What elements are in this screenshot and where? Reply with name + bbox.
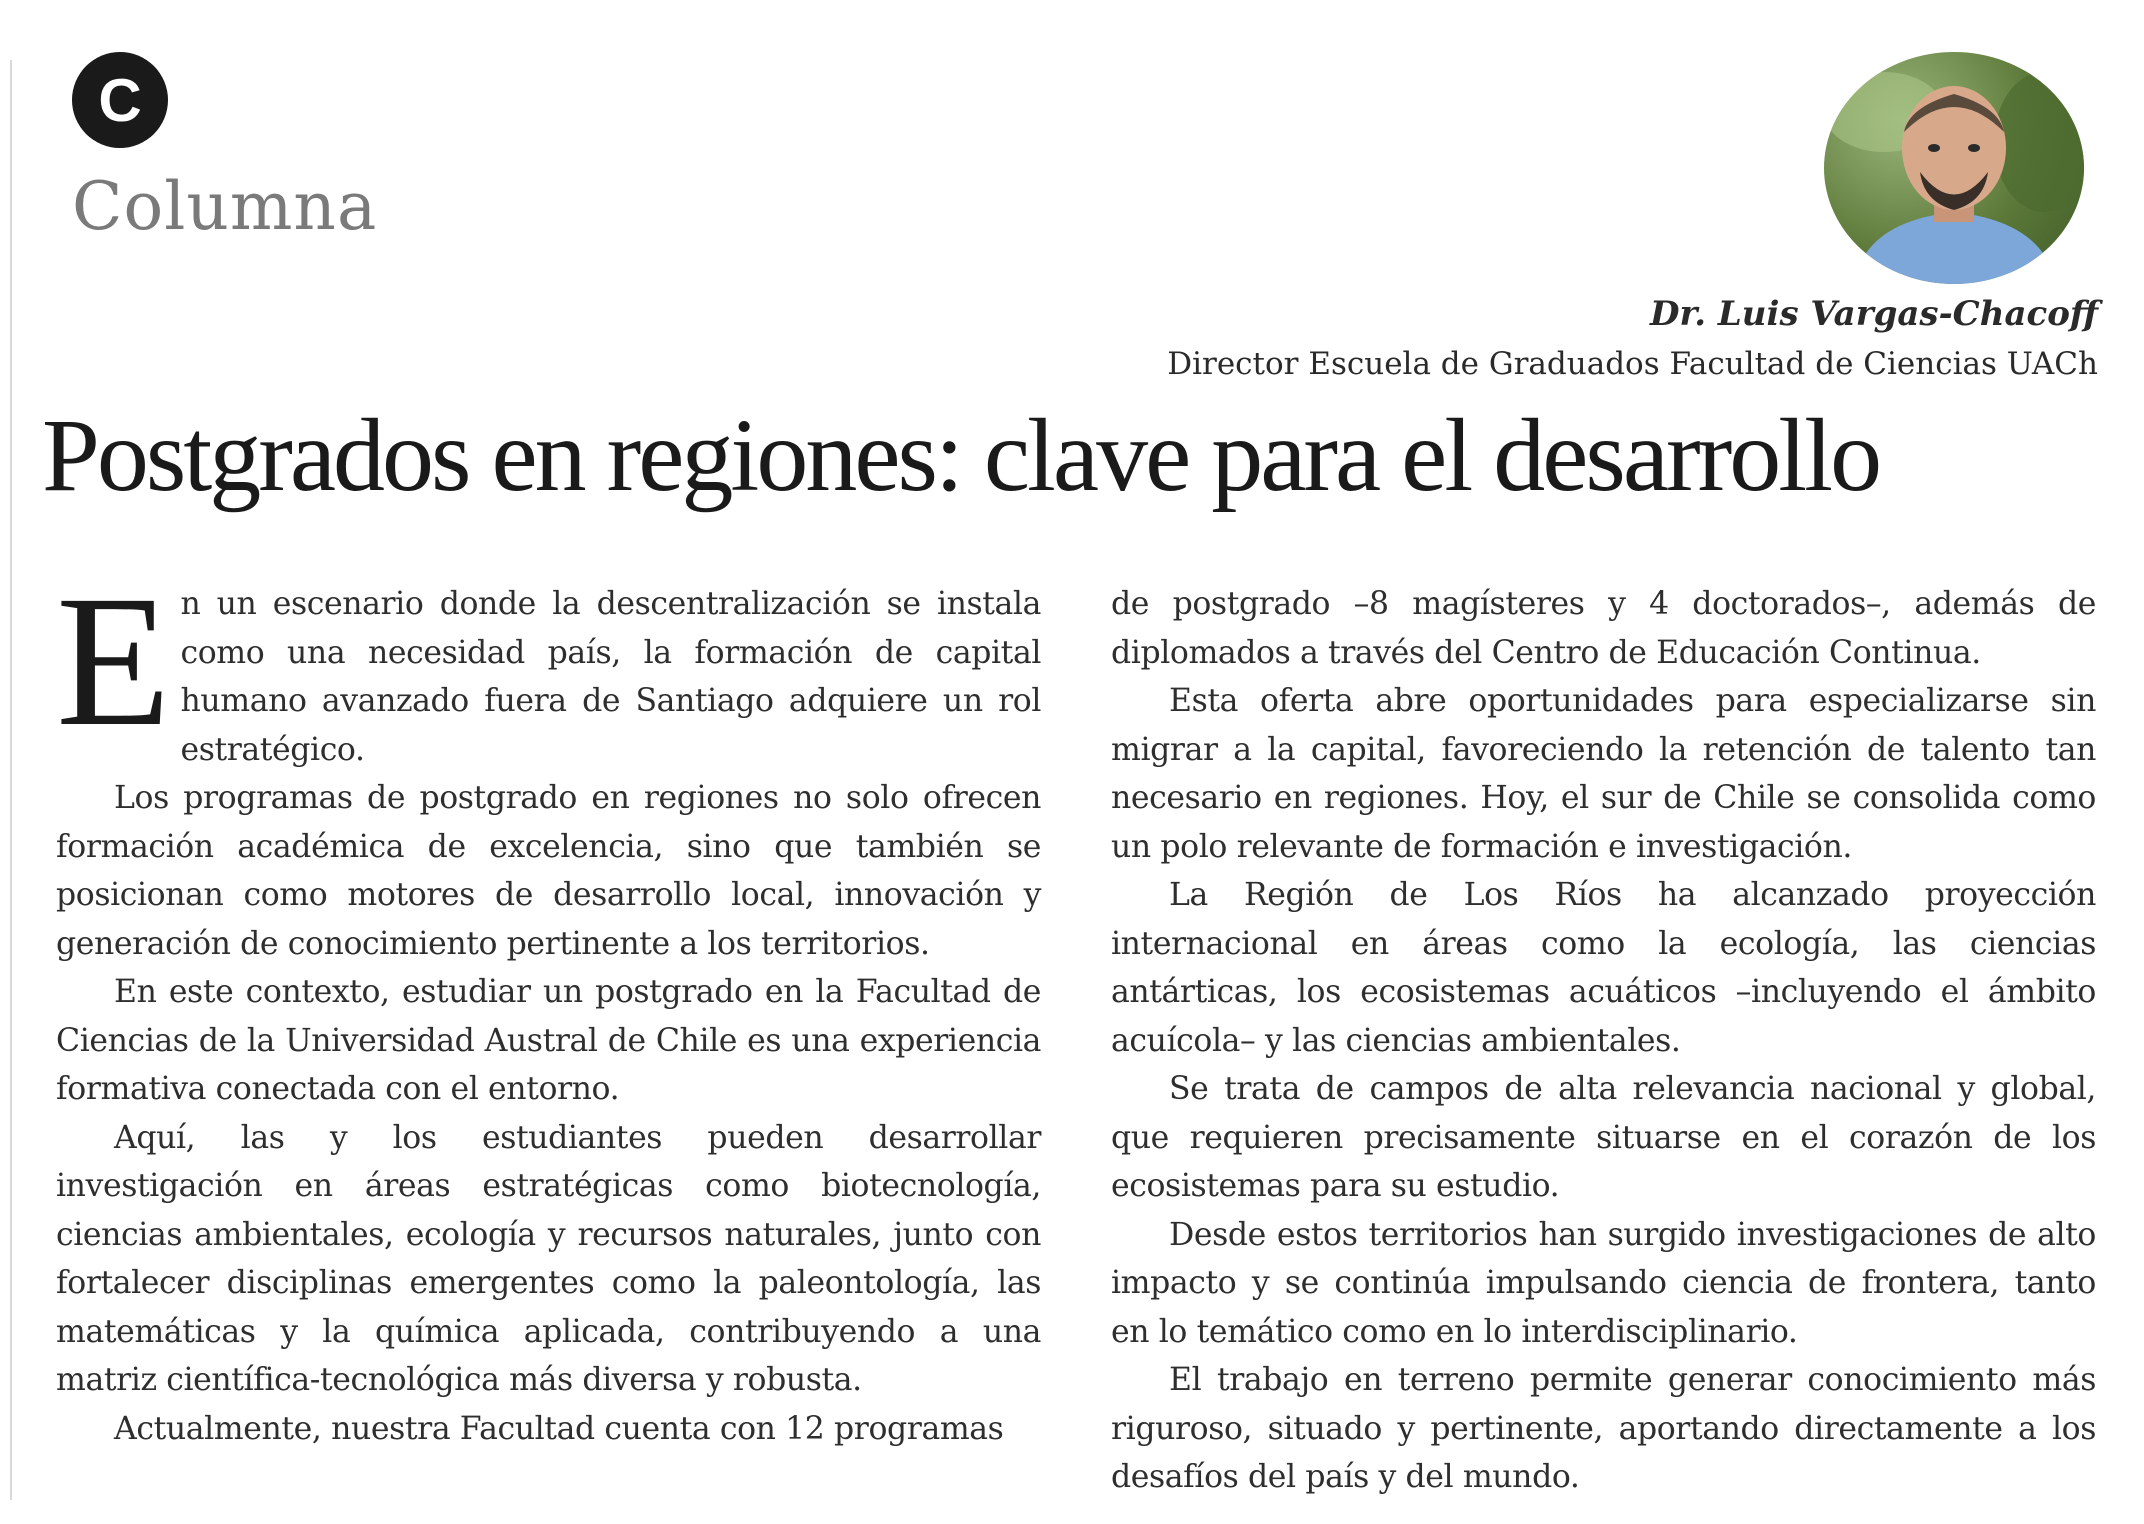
paragraph: Desde estos territorios han surgido investigaciones de alto impacto y se continúa impulsando ciencia de frontera, tanto en lo temático como en lo interdisciplinario. <box>1111 1216 2096 1350</box>
paragraph-text: n un escenario donde la descentralización se instala como una necesidad país, la formación de capital humano avanzado fuera de Santiago adquiere un rol estratégico. <box>180 586 1041 768</box>
section-badge-letter: C <box>98 66 142 134</box>
section-label: Columna <box>72 168 378 245</box>
paragraph: Aquí, las y los estudiantes pueden desarrollar investigación en áreas estratégicas como biotecnología, ciencias ambientales, ecología y recursos naturales, junto con fortalecer disciplinas emergentes como la paleontología, las matemáticas y la química aplicada, contribuyendo a una matriz científica-tecnológica más diversa y robusta. <box>56 1119 1041 1398</box>
paragraph: Se trata de campos de alta relevancia nacional y global, que requieren precisamente situarse en el corazón de los ecosistemas para su estudio. <box>1111 1071 2096 1204</box>
left-column <box>56 556 1041 1502</box>
author-portrait-icon <box>1824 52 2084 284</box>
headline: Postgrados en regiones: clave para el desarrollo <box>42 398 1880 513</box>
right-column <box>1111 580 2096 1502</box>
paragraph: de postgrado –8 magísteres y 4 doctorados–, además de diplomados a través del Centro de Educación Continua. <box>1111 586 2096 671</box>
paragraph <box>56 556 1041 774</box>
paragraph: Esta oferta abre oportunidades para especializarse sin migrar a la capital, favoreciendo la retención de talento tan necesario en regiones. Hoy, el sur de Chile se consolida como un polo relevante de formación e investigación. <box>1111 683 2096 865</box>
paragraph: Actualmente, nuestra Facultad cuenta con 12 programas <box>114 1410 1004 1447</box>
author-name: Dr. Luis Vargas-Chacoff <box>1649 294 2098 334</box>
article-body <box>56 556 2096 1502</box>
byline <box>1167 290 2098 386</box>
paragraph: El trabajo en terreno permite generar conocimiento más riguroso, situado y pertinente, aportando directamente a los desafíos del país y del mundo. <box>1111 1362 2096 1495</box>
paragraph: En este contexto, estudiar un postgrado en la Facultad de Ciencias de la Universidad Austral de Chile es una experiencia formativa conectada con el entorno. <box>56 974 1041 1107</box>
drop-cap: E <box>56 556 171 765</box>
author-role: Director Escuela de Graduados Facultad de Ciencias UACh <box>1167 346 2098 382</box>
margin-rule <box>10 60 12 1500</box>
author-portrait <box>1824 52 2084 284</box>
paragraph: Los programas de postgrado en regiones no solo ofrecen formación académica de excelencia, sino que también se posicionan como motores de desarrollo local, innovación y generación de conocimiento pertinente a los territorios. <box>56 780 1041 962</box>
paragraph: La Región de Los Ríos ha alcanzado proyección internacional en áreas como la ecología, las ciencias antárticas, los ecosistemas acuáticos –incluyendo el ámbito acuícola– y las ciencias ambientales. <box>1111 877 2096 1059</box>
section-badge-icon <box>72 52 168 148</box>
